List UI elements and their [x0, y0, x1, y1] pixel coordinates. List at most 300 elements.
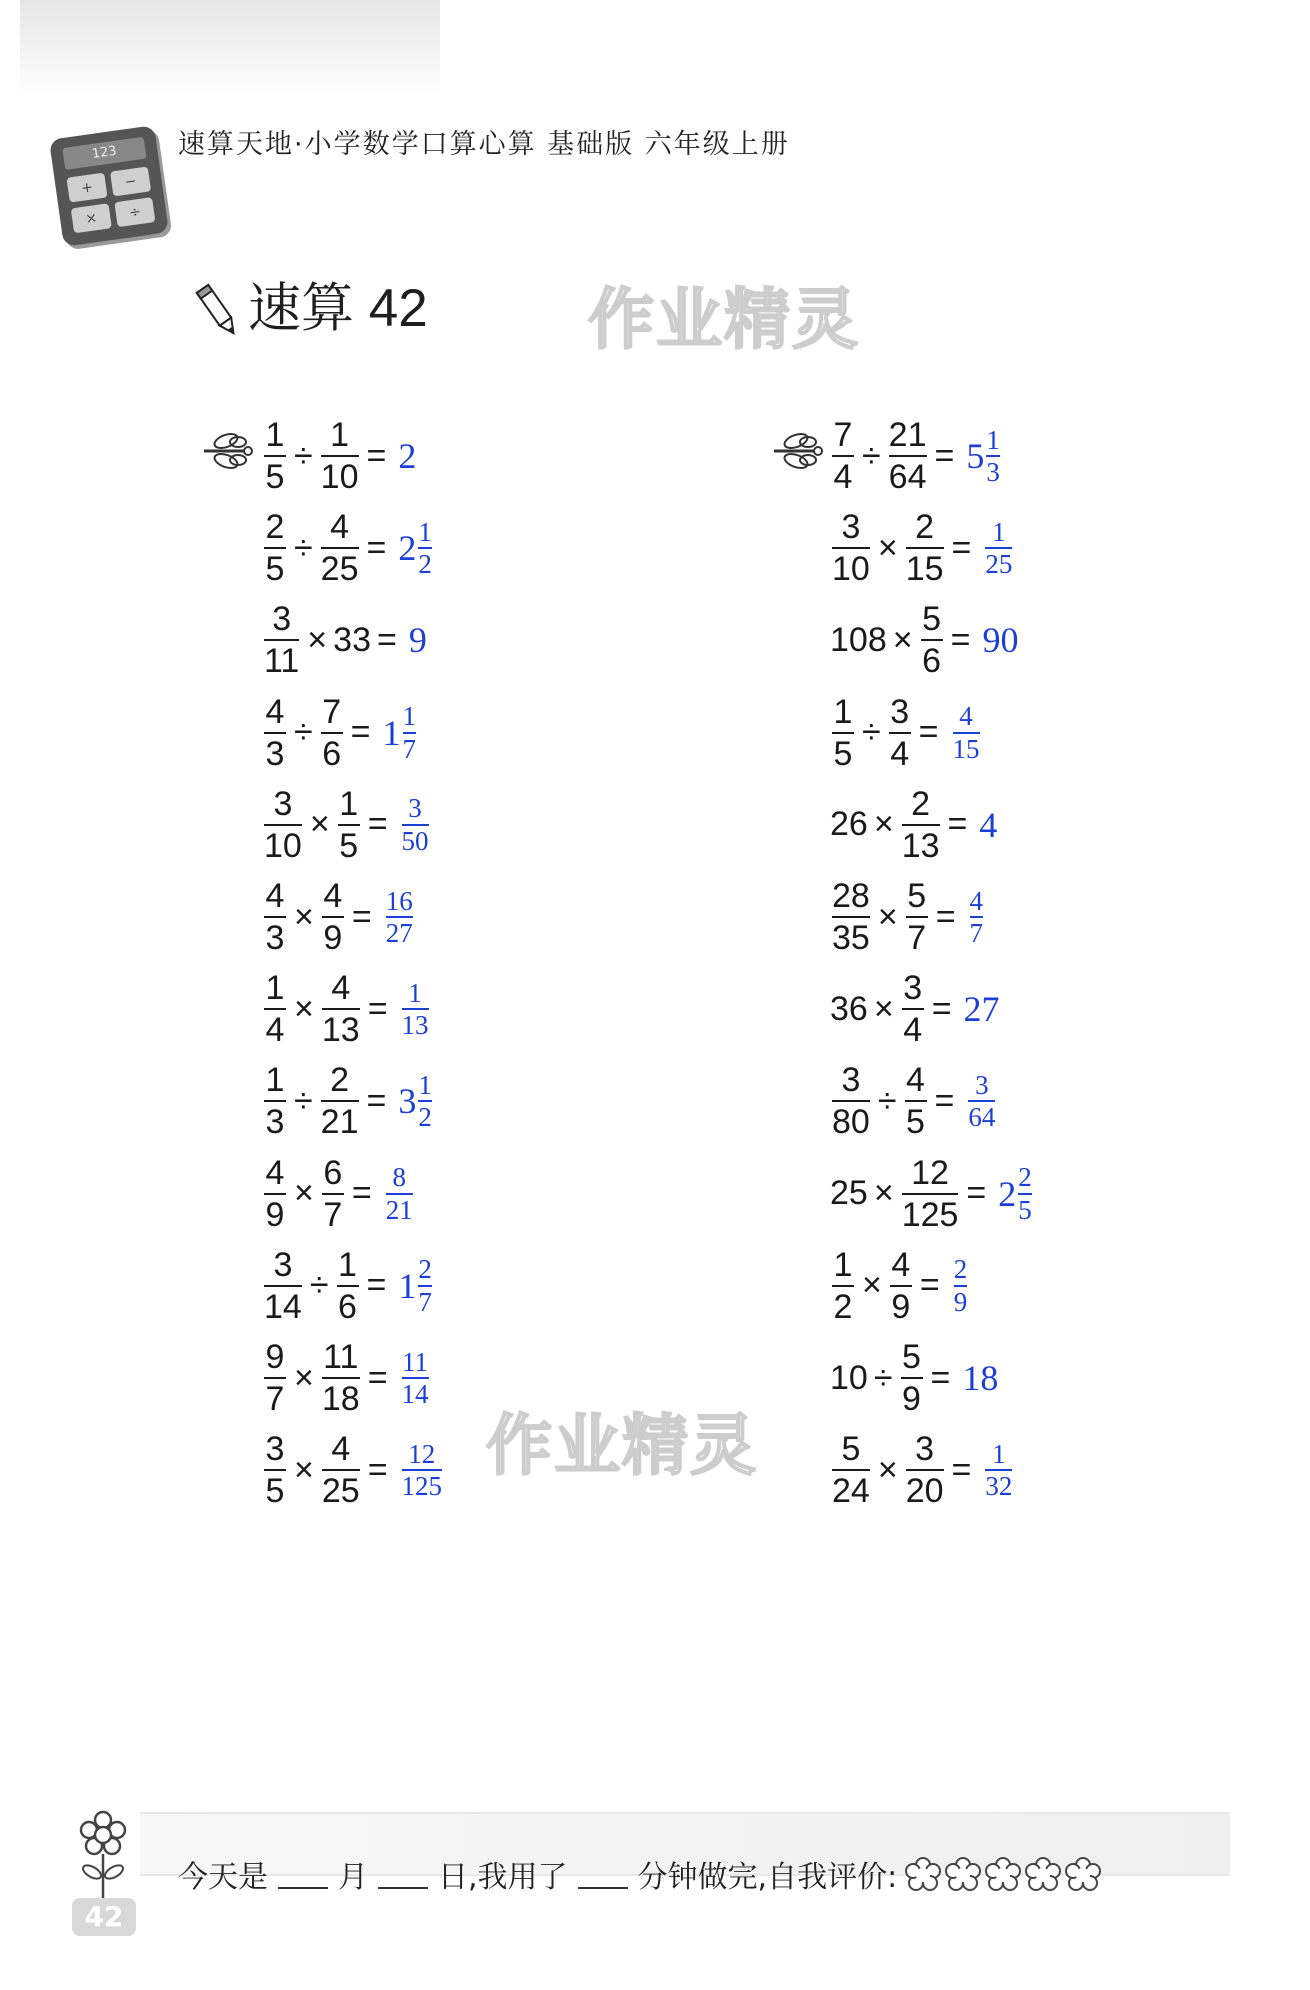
month-blank[interactable] — [278, 1859, 328, 1889]
answer — [952, 1255, 968, 1316]
fraction-bar — [832, 732, 854, 734]
answer — [968, 887, 984, 948]
flower-icon — [72, 1810, 134, 1902]
answer-whole: 5 — [966, 436, 985, 476]
fraction-bar — [906, 547, 944, 549]
answer-fraction — [402, 1440, 443, 1501]
operator: = — [367, 989, 388, 1028]
calculator-screen: 123 — [62, 137, 146, 170]
answer-whole: 9 — [408, 620, 427, 661]
fraction-bar — [322, 916, 344, 918]
problem-row — [262, 959, 642, 1059]
fraction — [321, 508, 359, 588]
fraction — [322, 877, 344, 957]
fraction-bar — [264, 732, 286, 734]
denominator: 5 — [265, 550, 285, 589]
fraction-bar — [264, 1100, 286, 1102]
answer-numerator: 12 — [408, 1438, 436, 1469]
answer-denominator: 15 — [952, 733, 980, 764]
operator: × — [294, 1174, 314, 1213]
answer — [400, 794, 429, 855]
operator: = — [351, 897, 372, 936]
rating-flower-icon[interactable] — [905, 1857, 941, 1891]
fraction-bar — [832, 916, 870, 918]
numerator: 1 — [265, 969, 285, 1008]
denominator: 80 — [832, 1103, 870, 1142]
denominator: 10 — [320, 458, 359, 496]
answer-fraction — [986, 426, 1000, 487]
fraction — [901, 1338, 923, 1418]
answer-fraction — [418, 1071, 432, 1132]
denominator: 35 — [832, 919, 870, 957]
watermark: 作业精灵 — [486, 1407, 758, 1484]
operator: ÷ — [862, 436, 881, 475]
fraction — [832, 877, 870, 957]
answer — [384, 887, 413, 948]
fraction-bar — [264, 455, 286, 457]
integer: 26 — [830, 805, 868, 844]
answer — [983, 1440, 1012, 1501]
operator: = — [950, 620, 971, 659]
operator: ÷ — [309, 1266, 329, 1305]
answer — [409, 619, 427, 661]
numerator: 1 — [265, 415, 285, 454]
fraction — [264, 600, 299, 680]
answer-whole: 2 — [998, 1173, 1017, 1214]
fraction-bar — [322, 1193, 344, 1195]
fraction-bar — [906, 916, 928, 918]
fraction-bar — [906, 1469, 944, 1471]
fraction-bar — [321, 547, 359, 549]
book-title: 速算天地·小学数学口算心算 基础版 六年级上册 — [178, 129, 790, 160]
divide-key-icon: ÷ — [114, 197, 155, 227]
answer — [384, 1163, 413, 1224]
answer-fraction — [402, 979, 429, 1040]
denominator: 11 — [264, 642, 300, 681]
problem-row — [830, 590, 1210, 690]
calculator-icon — [49, 125, 169, 247]
operator: × — [873, 989, 894, 1028]
plus-key-icon: + — [66, 173, 107, 203]
operator: = — [966, 1174, 987, 1213]
numerator: 1 — [338, 1245, 357, 1284]
self-rating — [905, 1857, 1105, 1891]
numerator: 2 — [915, 508, 935, 547]
operator: × — [892, 620, 913, 659]
fraction-bar — [902, 1193, 959, 1195]
fraction-bar — [321, 455, 359, 457]
answer — [979, 804, 997, 846]
operator: ÷ — [294, 1081, 313, 1120]
denominator: 4 — [903, 1011, 923, 1050]
answer — [398, 435, 416, 477]
fraction-bar — [264, 1377, 286, 1379]
operator: × — [873, 805, 894, 844]
denominator: 5 — [265, 1472, 285, 1511]
answer-denominator: 32 — [985, 1471, 1013, 1502]
fraction — [321, 416, 359, 496]
answer-whole: 1 — [398, 1265, 417, 1306]
fraction — [832, 416, 854, 496]
fraction — [832, 1061, 870, 1141]
fraction-bar — [902, 1008, 924, 1010]
denominator: 6 — [922, 642, 942, 681]
minus-key-icon: − — [110, 166, 151, 196]
answer-fraction — [402, 1348, 429, 1409]
operator: = — [951, 1450, 972, 1489]
pencil-icon — [194, 282, 242, 340]
numerator: 3 — [841, 1061, 861, 1100]
fraction-bar — [889, 455, 927, 457]
answer-whole: 2 — [398, 436, 417, 476]
answer-fraction — [402, 794, 429, 855]
numerator: 4 — [265, 876, 285, 915]
answer — [398, 1255, 432, 1316]
operator: = — [935, 897, 956, 936]
numerator: 1 — [833, 692, 853, 731]
fraction-bar — [264, 824, 302, 826]
operator: ÷ — [862, 713, 881, 752]
answer-denominator: 25 — [985, 549, 1013, 580]
answer — [951, 702, 980, 763]
operator: = — [951, 528, 972, 567]
day-blank[interactable] — [378, 1859, 428, 1889]
denominator: 4 — [890, 734, 910, 773]
problem-row — [262, 1420, 642, 1520]
fraction — [902, 785, 940, 865]
denominator: 3 — [265, 734, 285, 773]
denominator: 9 — [323, 919, 343, 957]
numerator: 4 — [265, 1153, 285, 1192]
fraction-bar — [322, 1469, 360, 1471]
problem-row — [830, 1328, 1210, 1428]
numerator: 3 — [265, 1430, 285, 1469]
denominator: 25 — [321, 1472, 360, 1511]
denominator: 7 — [907, 919, 927, 957]
answer-denominator: 2 — [418, 549, 432, 580]
denominator: 13 — [321, 1011, 360, 1050]
numerator: 2 — [911, 784, 931, 823]
denominator: 6 — [322, 734, 342, 773]
answer-numerator: 1 — [992, 1438, 1006, 1469]
problem-row — [262, 1051, 642, 1151]
answer-fraction — [970, 887, 984, 948]
problem-row — [830, 1236, 1210, 1336]
problem-row — [262, 775, 642, 875]
fraction — [832, 693, 854, 773]
numerator: 3 — [273, 784, 293, 823]
answer-numerator: 1 — [402, 701, 417, 732]
answer-numerator: 1 — [418, 1070, 432, 1101]
denominator: 10 — [264, 826, 302, 865]
operator: = — [376, 620, 397, 659]
problem-row — [830, 867, 1210, 967]
problem-row — [262, 683, 642, 783]
operator: × — [873, 1174, 894, 1213]
operator: = — [367, 1358, 388, 1397]
problem-row — [262, 1144, 642, 1244]
rating-flower-icon[interactable] — [945, 1857, 981, 1891]
numerator: 1 — [339, 784, 359, 823]
fraction-bar — [338, 824, 360, 826]
operator: = — [918, 713, 939, 752]
fraction — [322, 969, 360, 1049]
answer-numerator: 1 — [408, 977, 422, 1008]
answer-denominator: 7 — [418, 1286, 432, 1317]
numerator: 6 — [323, 1153, 343, 1192]
denominator: 14 — [264, 1287, 302, 1326]
operator: × — [294, 1450, 314, 1489]
fraction — [264, 785, 302, 865]
problem-row — [830, 959, 1210, 1059]
problem-row — [262, 406, 642, 506]
answer-denominator: 64 — [968, 1102, 996, 1133]
day-label: 日,我用了 — [438, 1860, 568, 1895]
denominator: 20 — [905, 1472, 944, 1511]
answer-numerator: 11 — [402, 1346, 429, 1377]
answer-whole: 90 — [982, 620, 1019, 661]
fraction — [264, 1338, 286, 1418]
fraction — [889, 693, 911, 773]
fraction-bar — [832, 455, 854, 457]
denominator: 7 — [265, 1380, 285, 1418]
answer-whole: 2 — [398, 528, 417, 569]
answer-fraction — [985, 1440, 1012, 1501]
answer-fraction — [985, 518, 1012, 579]
integer: 25 — [830, 1174, 868, 1213]
answer-fraction — [954, 1255, 968, 1316]
times-key-icon: × — [71, 203, 112, 233]
fraction — [264, 969, 286, 1049]
problem-row — [830, 1420, 1210, 1520]
fraction — [832, 1430, 870, 1510]
page-number: 42 — [72, 1898, 136, 1936]
operator: = — [367, 805, 388, 844]
operator: ÷ — [294, 436, 313, 475]
fraction — [264, 508, 286, 588]
answer-numerator: 2 — [1018, 1162, 1032, 1193]
denominator: 7 — [323, 1195, 343, 1234]
denominator: 5 — [906, 1103, 925, 1142]
operator: ÷ — [877, 1081, 897, 1120]
answer-fraction — [1018, 1163, 1032, 1224]
answer-whole: 1 — [382, 712, 401, 753]
answer-denominator: 3 — [986, 457, 1000, 487]
answer — [966, 1071, 995, 1132]
operator: = — [367, 1450, 388, 1489]
answer-numerator: 3 — [408, 793, 422, 824]
numerator: 3 — [841, 508, 861, 547]
answer-numerator: 8 — [392, 1162, 406, 1193]
answer-fraction — [386, 887, 413, 948]
operator: × — [877, 528, 898, 567]
fraction — [322, 1338, 360, 1418]
minutes-blank[interactable] — [578, 1859, 628, 1889]
dragonfly-icon — [768, 432, 826, 470]
operator: = — [930, 1358, 951, 1397]
operator: = — [934, 1081, 955, 1120]
fraction-bar — [889, 732, 911, 734]
operator: = — [366, 528, 387, 567]
fraction — [264, 1154, 286, 1234]
watermark: 作业精灵 — [588, 281, 860, 358]
answer — [398, 518, 432, 579]
numerator: 7 — [833, 415, 853, 454]
denominator: 9 — [891, 1287, 911, 1326]
answer — [400, 1440, 443, 1501]
fraction-bar — [264, 1008, 286, 1010]
fraction — [321, 693, 343, 773]
answer-denominator: 13 — [401, 1010, 429, 1041]
answer — [398, 1071, 432, 1132]
numerator: 4 — [331, 1430, 351, 1469]
denominator: 15 — [905, 550, 944, 589]
numerator: 5 — [922, 600, 942, 639]
rating-flower-icon[interactable] — [985, 1857, 1021, 1891]
numerator: 3 — [272, 600, 292, 639]
denominator: 4 — [833, 458, 853, 496]
denominator: 2 — [833, 1287, 853, 1326]
numerator: 11 — [323, 1337, 359, 1376]
fraction-bar — [905, 1100, 927, 1102]
fraction-bar — [901, 1377, 923, 1379]
answer — [962, 1357, 998, 1399]
operator: × — [307, 620, 328, 659]
denominator: 18 — [321, 1380, 360, 1418]
fraction-bar — [264, 639, 299, 641]
denominator: 4 — [265, 1011, 285, 1050]
fraction-bar — [890, 1285, 912, 1287]
fraction — [264, 1430, 286, 1510]
denominator: 125 — [901, 1195, 959, 1234]
numerator: 1 — [265, 1061, 285, 1100]
answer — [966, 426, 1000, 487]
fraction — [905, 1061, 927, 1141]
answer-fraction — [953, 702, 980, 763]
answer-fraction — [403, 702, 417, 763]
fraction — [322, 1430, 360, 1510]
answer-denominator: 7 — [402, 733, 417, 764]
fraction-bar — [337, 1285, 359, 1287]
operator: = — [366, 1266, 387, 1305]
answer-whole: 4 — [979, 804, 998, 845]
operator: ÷ — [294, 528, 313, 567]
problem-row — [830, 683, 1210, 783]
today-label: 今天是 — [178, 1860, 268, 1895]
numerator: 1 — [330, 415, 350, 454]
problem-row — [262, 590, 642, 690]
denominator: 6 — [338, 1287, 357, 1326]
problem-row — [830, 1144, 1210, 1244]
answer-numerator: 2 — [953, 1254, 968, 1285]
operator: = — [366, 1081, 387, 1120]
operator: × — [877, 897, 898, 936]
numerator: 12 — [911, 1153, 949, 1192]
fraction-bar — [264, 1193, 286, 1195]
denominator: 9 — [265, 1195, 285, 1234]
problem-row — [830, 775, 1210, 875]
answer-denominator: 14 — [401, 1379, 429, 1409]
denominator: 3 — [265, 1103, 285, 1142]
fraction — [902, 969, 924, 1049]
answer-fraction — [418, 1255, 432, 1316]
answer-denominator: 7 — [969, 918, 984, 948]
denominator: 64 — [888, 458, 927, 496]
numerator: 2 — [265, 508, 285, 547]
operator: = — [931, 989, 952, 1028]
answer-numerator: 1 — [992, 516, 1006, 547]
integer: 33 — [333, 620, 371, 659]
minutes-label: 分钟做完,自我评价: — [637, 1860, 898, 1895]
numerator: 3 — [890, 692, 910, 731]
fraction — [338, 785, 360, 865]
answer-numerator: 2 — [418, 1254, 432, 1285]
numerator: 5 — [841, 1430, 861, 1469]
operator: = — [351, 1174, 372, 1213]
integer: 108 — [830, 620, 887, 659]
fraction — [264, 877, 286, 957]
answer — [983, 518, 1012, 579]
fraction-bar — [264, 916, 286, 918]
answer-fraction — [418, 518, 432, 579]
numerator: 5 — [907, 876, 927, 915]
operator: = — [947, 805, 968, 844]
fraction-bar — [321, 1100, 359, 1102]
fraction — [337, 1246, 359, 1326]
operator: ÷ — [294, 713, 313, 752]
answer-denominator: 125 — [401, 1471, 443, 1502]
fraction-bar — [902, 824, 940, 826]
denominator: 5 — [833, 734, 853, 773]
numerator: 7 — [322, 692, 342, 731]
fraction-bar — [264, 1469, 286, 1471]
fraction — [921, 600, 943, 680]
problem-row — [830, 406, 1210, 506]
numerator: 3 — [903, 969, 923, 1008]
integer: 36 — [830, 989, 868, 1028]
rating-flower-icon[interactable] — [1065, 1857, 1101, 1891]
numerator: 28 — [832, 876, 870, 915]
answer-numerator: 16 — [385, 885, 413, 916]
answer-numerator: 1 — [986, 424, 1000, 455]
denominator: 24 — [832, 1472, 870, 1511]
answer-denominator: 5 — [1018, 1194, 1032, 1225]
answer-fraction — [386, 1163, 413, 1224]
fraction — [321, 1061, 359, 1141]
numerator: 4 — [265, 692, 285, 731]
answer-numerator: 4 — [959, 701, 973, 732]
fraction-bar — [264, 1285, 302, 1287]
answer — [383, 702, 417, 763]
denominator: 10 — [832, 550, 870, 589]
fraction — [264, 1246, 302, 1326]
answer-numerator: 3 — [975, 1070, 989, 1101]
fraction-bar — [322, 1377, 360, 1379]
operator: × — [294, 989, 314, 1028]
operator: × — [294, 1358, 314, 1397]
operator: = — [919, 1266, 940, 1305]
numerator: 21 — [888, 415, 927, 454]
problem-row — [262, 1236, 642, 1336]
answer-denominator: 50 — [401, 825, 429, 856]
fraction — [906, 1430, 944, 1510]
answer-denominator: 27 — [385, 918, 413, 948]
operator: × — [877, 1450, 898, 1489]
fraction — [322, 1154, 344, 1234]
denominator: 25 — [320, 550, 359, 589]
fraction — [832, 1246, 854, 1326]
rating-flower-icon[interactable] — [1025, 1857, 1061, 1891]
